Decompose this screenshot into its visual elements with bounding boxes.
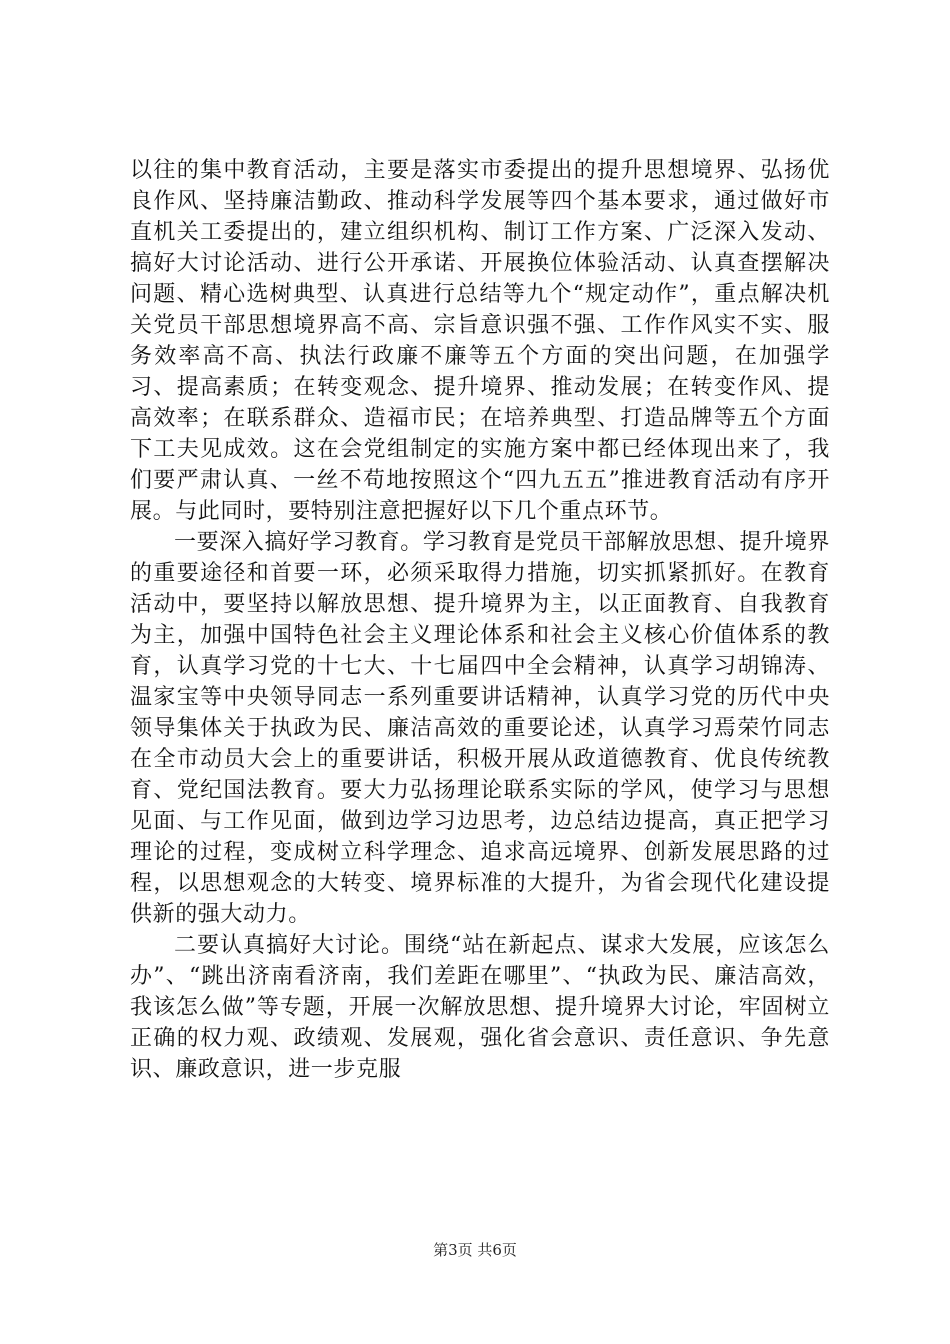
document-body [130,155,830,1085]
paragraph-1: 以往的集中教育活动，主要是落实市委提出的提升思想境界、弘扬优良作风、坚持廉洁勤政、推动科学发展等四个基本要求，通过做好市直机关工委提出的，建立组织机构、制订工作方案、广泛深入发动、搞好大讨论活动、进行公开承诺、开展换位体验活动、认真查摆解决问题、精心选树典型、认真进行总结等九个“规定动作”，重点解决机关党员干部思想境界高不高、宗旨意识强不强、工作作风实不实、服务效率高不高、执法行政廉不廉等五个方面的突出问题，在加强学习、提高素质；在转变观念、提升境界、推动发展；在转变作风、提高效率；在联系群众、造福市民；在培养典型、打造品牌等五个方面下工夫见成效。这在会党组制定的实施方案中都已经体现出来了，我们要严肃认真、一丝不苟地按照这个“四九五五”推进教育活动有序开展。与此同时，要特别注意把握好以下几个重点环节。 [130,158,830,524]
paragraph-3: 二要认真搞好大讨论。围绕“站在新起点、谋求大发展，应该怎么办”、“跳出济南看济南，我们差距在哪里”、“执政为民、廉洁高效，我该怎么做”等专题，开展一次解放思想、提升境界大讨论，牢固树立正确的权力观、政绩观、发展观，强化省会意识、责任意识、争先意识、廉政意识，进一步克服 [130,933,830,1082]
page-footer: 第3页 共6页 [433,1241,517,1259]
paragraph-2: 一要深入搞好学习教育。学习教育是党员干部解放思想、提升境界的重要途径和首要一环，必须采取得力措施，切实抓紧抓好。在教育活动中，要坚持以解放思想、提升境界为主，以正面教育、自我教育为主，加强中国特色社会主义理论体系和社会主义核心价值体系的教育，认真学习党的十七大、十七届四中全会精神，认真学习胡锦涛、温家宝等中央领导同志一系列重要讲话精神，认真学习党的历代中央领导集体关于执政为民、廉洁高效的重要论述，认真学习焉荣竹同志在全市动员大会上的重要讲话，积极开展从政道德教育、优良传统教育、党纪国法教育。要大力弘扬理论联系实际的学风，使学习与思想见面、与工作见面，做到边学习边思考，边总结边提高，真正把学习理论的过程，变成树立科学理念、追求高远境界、创新发展思路的过程，以思想观念的大转变、境界标准的大提升，为省会现代化建设提供新的强大动力。 [130,530,830,927]
